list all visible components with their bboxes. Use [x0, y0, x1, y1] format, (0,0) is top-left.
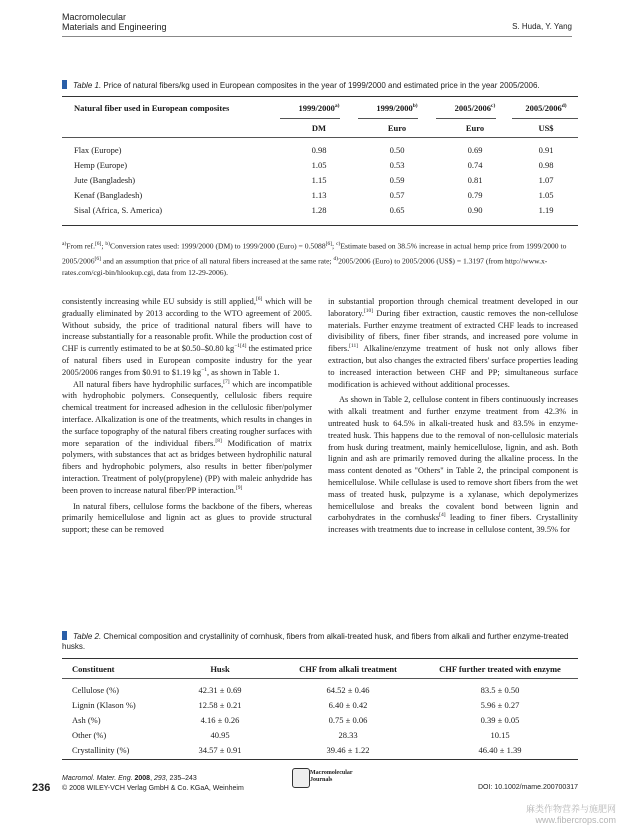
body-paragraph: in substantial proportion through chemical treatment developed in our laboratory.[10] During fiber extraction, caustic removes the non-cellulose materials. Further enzyme treatment of extracted CHF leads to increased divisibility of fibers, finer fiber strands, and increased pore volume in fibers.[11] Alkaline/enzyme treatment of husk not only allows fiber extraction, but also changes the extracted fibers' surface properties leading to increased interaction between CHF and PP; simultaneous surface modification is achieved without additional processes.	[328, 297, 578, 389]
caption-marker-icon	[62, 80, 67, 89]
table-row: Flax (Europe) 0.98 0.50 0.69 0.91	[74, 144, 554, 155]
table-row: Jute (Bangladesh) 1.15 0.59 0.81 1.07	[74, 174, 554, 185]
table1-units-row	[62, 119, 578, 137]
watermark: 麻类作物营养与施肥网 www.fibercrops.com	[525, 804, 616, 825]
table2-col-header: Husk	[210, 663, 230, 674]
table2-caption-text: Chemical composition and crystallinity of cornhusk, fibers from alkali-treated husk, and fibers from alkali and further enzyme-treated husks.	[62, 632, 569, 651]
table-row: Ash (%) 4.16 ± 0.26 0.75 ± 0.06 0.39 ± 0.05	[72, 714, 520, 725]
table2-label: Table 2.	[73, 632, 102, 641]
body-paragraph: consistently increasing while EU subsidy is still applied,[6] which will be gradually eliminated by 2013 according to the WTO agreement of 2005. Without subsidy, the price of traditional natural fibers will have to increase substantially for a reasonable profit. While the production cost of CHF is currently estimated to be at $0.50–$0.80 $kg^{-1[4]}$ the estimated price of natural fibers used in European composite industry for the year 2005/2006 ranges from $0.91 to $1.19 $kg^{-1}$, as shown in Table 1.	[62, 296, 312, 377]
journal-name-line1: Macromolecular	[62, 12, 127, 22]
caption-marker-icon	[62, 631, 67, 640]
table1	[62, 97, 578, 217]
table-row: Sisal (Africa, S. America) 1.28 0.65 0.90 1.19	[74, 204, 554, 215]
table1-bottom-rule	[62, 225, 578, 226]
journal-name-line2: Materials and Engineering	[62, 22, 167, 32]
table1-caption	[62, 80, 578, 91]
table-row: Crystallinity (%) 34.57 ± 0.91 39.46 ± 1.22 46.40 ± 1.39	[72, 744, 522, 755]
table1-col-header: Natural fiber used in European composites	[74, 103, 230, 113]
table1-header-row	[62, 97, 578, 119]
table2-col-header: CHF further treated with enzyme	[439, 663, 561, 674]
table1-label: Table 1.	[73, 81, 102, 90]
table-row: Lignin (Klason %) 12.58 ± 0.21 6.40 ± 0.42 5.96 ± 0.27	[72, 699, 520, 710]
table-row: Other (%) 40.95 28.33 10.15	[72, 729, 510, 740]
table1-unit: US$	[538, 123, 554, 133]
table1-footnotes: $^{a)}$From ref.[6]; $^{b)}$Conversion rates used: 1999/2000 (DM) to 1999/2000 (Euro) = 0.5088[6]; $^{c)}$Estimate based on 38.5% increase in actual hemp price from 1999/2000 to 2005/2006[6] and an assumption that price of all natural fibers increased at the same rate; $^{d)}$2005/2006 (Euro) to 2005/2006 (US$) = 1.3197 (from http://www.x-rates.com/cgi-bin/hlookup.cgi, data from 12-29-2006).	[62, 241, 567, 278]
table2-caption	[62, 631, 578, 652]
table1-col-header: 1999/2000$^{a)}$	[298, 103, 340, 113]
table-row: Cellulose (%) 42.31 ± 0.69 64.52 ± 0.46 83.5 ± 0.50	[72, 684, 520, 695]
body-column-left	[62, 296, 312, 536]
table1-caption-text: Price of natural fibers/kg used in European composites in the year of 1999/2000 and estimated price in the year 2005/2006.	[103, 81, 540, 90]
table2-header-row	[62, 659, 578, 678]
table1-col-header: 2005/2006$^{d)}$	[525, 103, 567, 113]
body-column-right	[328, 296, 578, 536]
table-row: Hemp (Europe) 1.05 0.53 0.74 0.98	[74, 159, 554, 170]
header-rule	[62, 36, 572, 37]
body-paragraph: All natural fibers have hydrophilic surfaces,[7] which are incompatible with hydrophobic polymers. Consequently, cellulosic fibers require chemical treatment for increased adhesion in the cellulosic fiber/polymer interface. Alkalization is one of the treatments, which results in changes in the surface topography of the natural fibers creating rougher surfaces with more separation of the individual fibers.[8] Modification of matrix polymers, with substances that act as bridges between hydrophilic natural fibers and hydrophobic polymers, also results in better fiber/polymer interaction. Treatment of poly(propylene) (PP) with maleic anhydride has been proven to increase natural fiber/PP interaction.[9]	[62, 378, 312, 495]
body-paragraph: In natural fibers, cellulose forms the backbone of the fibers, whereas primarily hemicellulose and lignin act as glues to provide structural support; these can be removed	[62, 501, 312, 535]
table1-unit: DM	[311, 123, 327, 133]
table1-unit: Euro	[387, 123, 407, 133]
table1-unit: Euro	[465, 123, 485, 133]
table1-col-header: 2005/2006$^{c)}$	[454, 103, 496, 113]
body-paragraph: As shown in Table 2, cellulose content in fibers continuously increases with alkali treatment and further enzyme treatment from 42.3% in untreated husk to 64.5% in alkali-treated husk and 83.5% in enzyme-treated husk. This happens due to the removal of non-cellulosic materials from husk during treatment, mainly hemicellulose, lignin, and ash. Both lignin and ash are primarily removed during the alkaline process. In the mass content denoted as "Others" in Table 2, the principal component is hemicellulose. While cellulase is used to remove short fibers from the wet mass of treated husk, pulpzyme is a xylanase, which depolymerizes hemicellulose and breaks the covalent bond between lignin and carbohydrates in the cornhusks[4] leading to finer fibers. Crystallinity increases with treatments due to increase in cellulose content, 39.5% for	[328, 395, 578, 535]
journal-name	[62, 12, 572, 32]
table2	[62, 659, 578, 757]
page-footer	[32, 770, 578, 810]
citation: Macromol. Mater. Eng. 2008, 293, 235–243 © 2008 WILEY-VCH Verlag GmbH & Co. KGaA, Weinheim	[62, 775, 244, 792]
doi: DOI: 10.1002/mame.200700317	[477, 784, 578, 791]
table2-col-header: Constituent	[72, 663, 115, 674]
table-row: Kenaf (Bangladesh) 1.13 0.57 0.79 1.05	[74, 189, 554, 200]
running-authors: S. Huda, Y. Yang	[512, 22, 572, 31]
journal-logo-icon	[292, 768, 310, 788]
table1-col-header: 1999/2000$^{b)}$	[376, 103, 418, 113]
journal-logo: Macromolecular Journals	[288, 768, 362, 796]
table2-bottom-rule	[62, 759, 578, 760]
page-number: 236	[32, 782, 51, 794]
table2-col-header: CHF from alkali treatment	[299, 663, 397, 674]
running-header	[62, 12, 572, 42]
